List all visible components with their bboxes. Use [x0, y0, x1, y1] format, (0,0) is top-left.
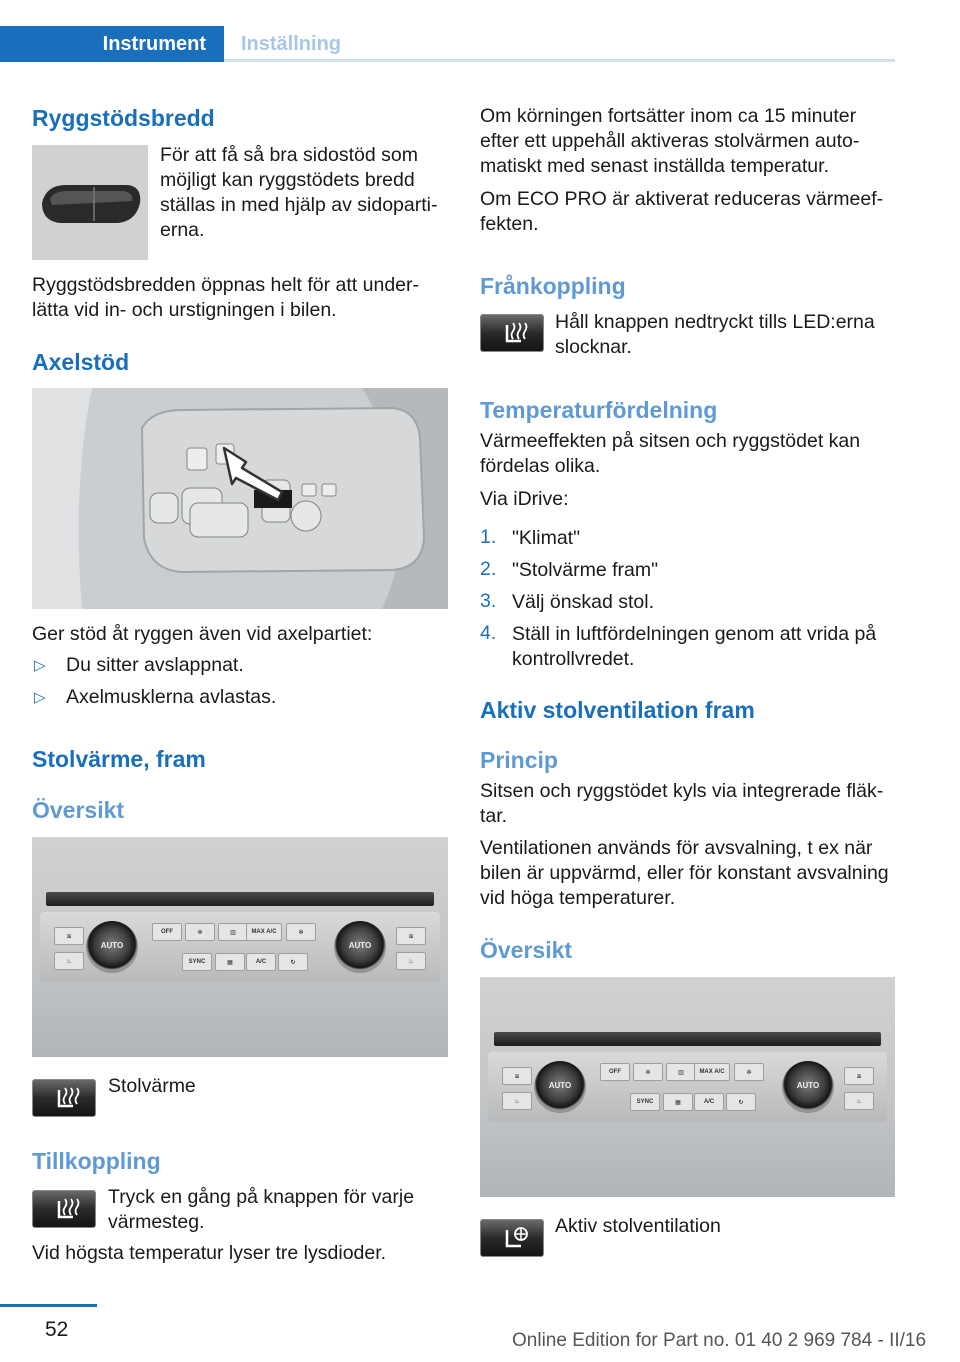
- via-idrive: Via iDrive:: [480, 488, 569, 510]
- stolvarme-label: Stolvärme: [108, 1075, 196, 1097]
- step-number: 4.: [480, 622, 497, 644]
- heading-oversikt: Översikt: [32, 797, 125, 823]
- heading-princip: Princip: [480, 747, 558, 773]
- fan-button-2: ✻: [286, 923, 316, 941]
- temperature-knob-left: AUTO: [534, 1061, 586, 1113]
- heading-oversikt-2: Översikt: [480, 937, 573, 963]
- heading-axelstod: Axelstöd: [32, 349, 130, 375]
- step-number: 1.: [480, 526, 497, 548]
- switch-icon: [32, 145, 148, 260]
- backrest-width-switch-image: [32, 145, 148, 260]
- temperature-knob-right: AUTO: [334, 921, 386, 973]
- frankoppling-text: Håll knappen nedtryckt tills LED:erna slocknar.: [555, 311, 875, 358]
- heading-tillkoppling: Tillkoppling: [32, 1148, 161, 1174]
- page-number: 52: [45, 1318, 69, 1341]
- ryggstod-description: För att få så bra sidostöd som möjligt kan ryggstödets bredd ställas in med hjälp av sidopartierna.: [160, 144, 438, 241]
- bullet-triangle-icon: ▷: [34, 689, 46, 706]
- max-ac-button: MAX A/C: [246, 923, 282, 941]
- climate-panel-image-2: [480, 977, 895, 1197]
- fan-button-2: ✻: [734, 1063, 764, 1081]
- aktiv-stolventilation-label: Aktiv stolventilation: [555, 1215, 721, 1237]
- heading-frankoppling: Frånkoppling: [480, 273, 626, 299]
- edition-footer: Online Edition for Part no. 01 40 2 969 784 - II/16: [512, 1330, 927, 1351]
- seat-heating-right-button: ♨: [396, 952, 426, 970]
- ryggstod-paragraph: Ryggstödsbredden öppnas helt för att underlätta vid in- och urstigningen i bilen.: [32, 274, 420, 321]
- seat-heating-right-button: ♨: [844, 1092, 874, 1110]
- seat-heating-icon: [480, 314, 544, 352]
- panel-top-strip: [46, 892, 434, 906]
- climate-panel-image: [32, 837, 448, 1057]
- shoulder-support-image: [32, 388, 448, 609]
- axel-bullet-2: Axelmusklerna avlastas.: [66, 686, 277, 708]
- axel-paragraph: Ger stöd åt ryggen även vid axelpartiet:: [32, 623, 373, 645]
- defrost-button: ▥: [666, 1063, 696, 1081]
- defrost-button: ▥: [218, 923, 248, 941]
- sync-button: SYNC: [630, 1093, 660, 1111]
- heading-aktiv-stolventilation: Aktiv stolventilation fram: [480, 697, 755, 723]
- panel-top-strip: [494, 1032, 881, 1046]
- tillkoppling-paragraph: Vid högsta temperatur lyser tre lysdioder.: [32, 1242, 387, 1264]
- rear-defrost-button: ▦: [663, 1093, 693, 1111]
- recirculation-button: ↻: [278, 953, 308, 971]
- fan-off-button: OFF: [152, 923, 182, 941]
- seat-heating-left-button: ♨: [54, 952, 84, 970]
- seat-ventilation-left-button: ≋: [54, 927, 84, 945]
- fan-button: ✻: [633, 1063, 663, 1081]
- seat-ventilation-right-button: ≋: [396, 927, 426, 945]
- tab-instrument[interactable]: Instrument: [0, 26, 224, 62]
- max-ac-button: MAX A/C: [694, 1063, 730, 1081]
- step-number: 3.: [480, 590, 497, 612]
- step-text: Ställ in luftfördelningen genom att vrida på kontrollvredet.: [512, 623, 877, 670]
- heading-temperaturfordelning: Temperaturfördelning: [480, 397, 718, 423]
- axel-bullet-1: Du sitter avslappnat.: [66, 654, 244, 676]
- tempford-paragraph: Värmeeffekten på sitsen och ryggstödet kan fördelas olika.: [480, 430, 861, 477]
- step-text: "Stolvärme fram": [512, 559, 659, 581]
- seat-ventilation-icon: [480, 1219, 544, 1257]
- fan-button: ✻: [185, 923, 215, 941]
- tillkoppling-text: Tryck en gång på knappen för varje värmesteg.: [108, 1186, 415, 1233]
- temperature-knob-right: AUTO: [782, 1061, 834, 1113]
- seat-heating-icon: [32, 1190, 96, 1228]
- eco-pro-paragraph: Om ECO PRO är aktiverat reduceras värmeeffekten.: [480, 188, 884, 235]
- heading-stolvarme-fram: Stolvärme, fram: [32, 746, 206, 772]
- recirculation-button: ↻: [726, 1093, 756, 1111]
- seat-ventilation-right-button: ≋: [844, 1067, 874, 1085]
- princip-paragraph-2: Ventilationen används för avsvalning, t ex när bilen är uppvärmd, eller för konstant avsvalning vid höga temperaturer.: [480, 837, 889, 909]
- seat-heating-left-button: ♨: [502, 1092, 532, 1110]
- rear-defrost-button: ▦: [215, 953, 245, 971]
- ac-button: A/C: [246, 953, 276, 971]
- seat-control-panel-icon: [32, 388, 448, 609]
- step-number: 2.: [480, 558, 497, 580]
- bullet-triangle-icon: ▷: [34, 657, 46, 674]
- fan-off-button: OFF: [600, 1063, 630, 1081]
- seat-heating-icon: [32, 1079, 96, 1117]
- sync-button: SYNC: [182, 953, 212, 971]
- restart-paragraph: Om körningen fortsätter inom ca 15 minuter efter ett uppehåll aktiveras stolvärmen automatiskt med senast inställda temperatur.: [480, 105, 860, 177]
- heading-ryggstodsbredd: Ryggstödsbredd: [32, 105, 215, 131]
- seat-ventilation-left-button: ≋: [502, 1067, 532, 1085]
- footer-rule: [0, 1304, 97, 1307]
- step-text: "Klimat": [512, 527, 581, 549]
- tab-installning[interactable]: Inställning: [241, 32, 341, 55]
- step-text: Välj önskad stol.: [512, 591, 654, 613]
- temperature-knob-left: AUTO: [86, 921, 138, 973]
- chapter-tabs: [0, 26, 895, 62]
- princip-paragraph-1: Sitsen och ryggstödet kyls via integrerade fläktar.: [480, 780, 884, 827]
- ac-button: A/C: [694, 1093, 724, 1111]
